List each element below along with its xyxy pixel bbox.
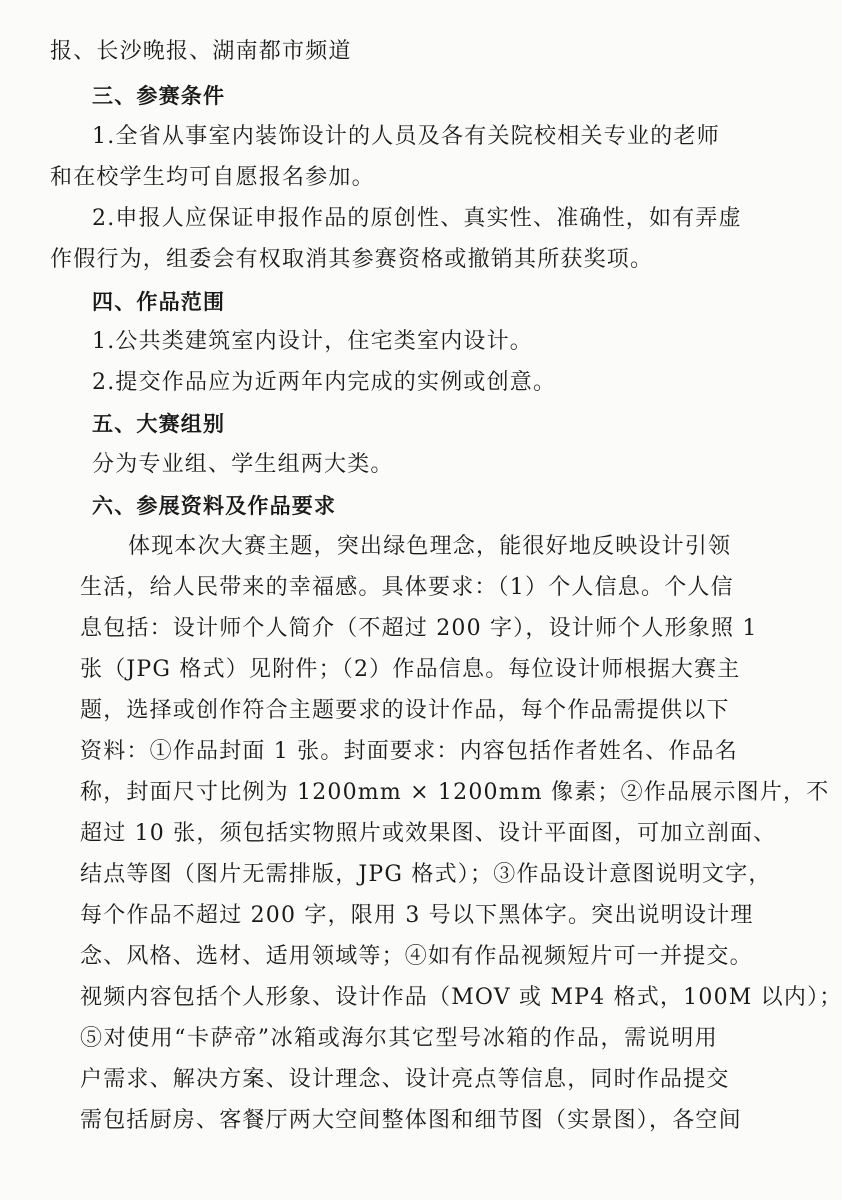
- text-line: 结点等图（图片无需排版，JPG 格式）；③作品设计意图说明文字，: [80, 862, 772, 887]
- text-line: 和在校学生均可自愿报名参加。: [50, 165, 375, 190]
- section-heading: 五、大赛组别: [92, 412, 226, 436]
- text-line: 题，选择或创作符合主题要求的设计作品，每个作品需提供以下: [80, 698, 730, 723]
- text-line: 2.申报人应保证申报作品的原创性、真实性、准确性，如有弄虚: [92, 206, 742, 231]
- text-line: ⑤对使用“卡萨帝”冰箱或海尔其它型号冰箱的作品，需说明用: [80, 1026, 718, 1051]
- text-line: 称，封面尺寸比例为 1200mm × 1200mm 像素；②作品展示图片，不: [80, 780, 830, 805]
- text-line: 视频内容包括个人形象、设计作品（MOV 或 MP4 格式，100M 以内）；: [80, 985, 842, 1010]
- text-line: 2.提交作品应为近两年内完成的实例或创意。: [92, 370, 557, 395]
- text-line: 户需求、解决方案、设计理念、设计亮点等信息，同时作品提交: [80, 1067, 730, 1092]
- section-heading: 三、参赛条件: [92, 84, 226, 108]
- text-line: 报、长沙晚报、湖南都市频道: [50, 39, 352, 64]
- text-line: 生活，给人民带来的幸福感。具体要求：（1）个人信息。个人信: [80, 575, 734, 600]
- section-heading: 六、参展资料及作品要求: [92, 494, 337, 518]
- text-line: 作假行为，组委会有权取消其参赛资格或撤销其所获奖项。: [50, 247, 654, 272]
- text-line: 念、风格、选材、适用领域等；④如有作品视频短片可一并提交。: [80, 944, 753, 969]
- text-line: 分为专业组、学生组两大类。: [92, 452, 394, 477]
- text-line: 每个作品不超过 200 字，限用 3 号以下黑体字。突出说明设计理: [80, 903, 754, 928]
- text-line: 张（JPG 格式）见附件；（2）作品信息。每位设计师根据大赛主: [80, 657, 741, 682]
- text-line: 超过 10 张，须包括实物照片或效果图、设计平面图，可加立剖面、: [80, 821, 777, 846]
- text-line: 需包括厨房、客餐厅两大空间整体图和细节图（实景图），各空间: [80, 1108, 742, 1133]
- text-line: 1.全省从事室内装饰设计的人员及各有关院校相关专业的老师: [92, 124, 720, 149]
- text-line: 体现本次大赛主题，突出绿色理念，能很好地反映设计引领: [128, 534, 732, 559]
- text-line: 息包括：设计师个人简介（不超过 200 字），设计师个人形象照 1: [80, 616, 758, 641]
- section-heading: 四、作品范围: [92, 290, 226, 314]
- text-line: 1.公共类建筑室内设计，住宅类室内设计。: [92, 329, 533, 354]
- text-line: 资料：①作品封面 1 张。封面要求：内容包括作者姓名、作品名: [80, 739, 738, 764]
